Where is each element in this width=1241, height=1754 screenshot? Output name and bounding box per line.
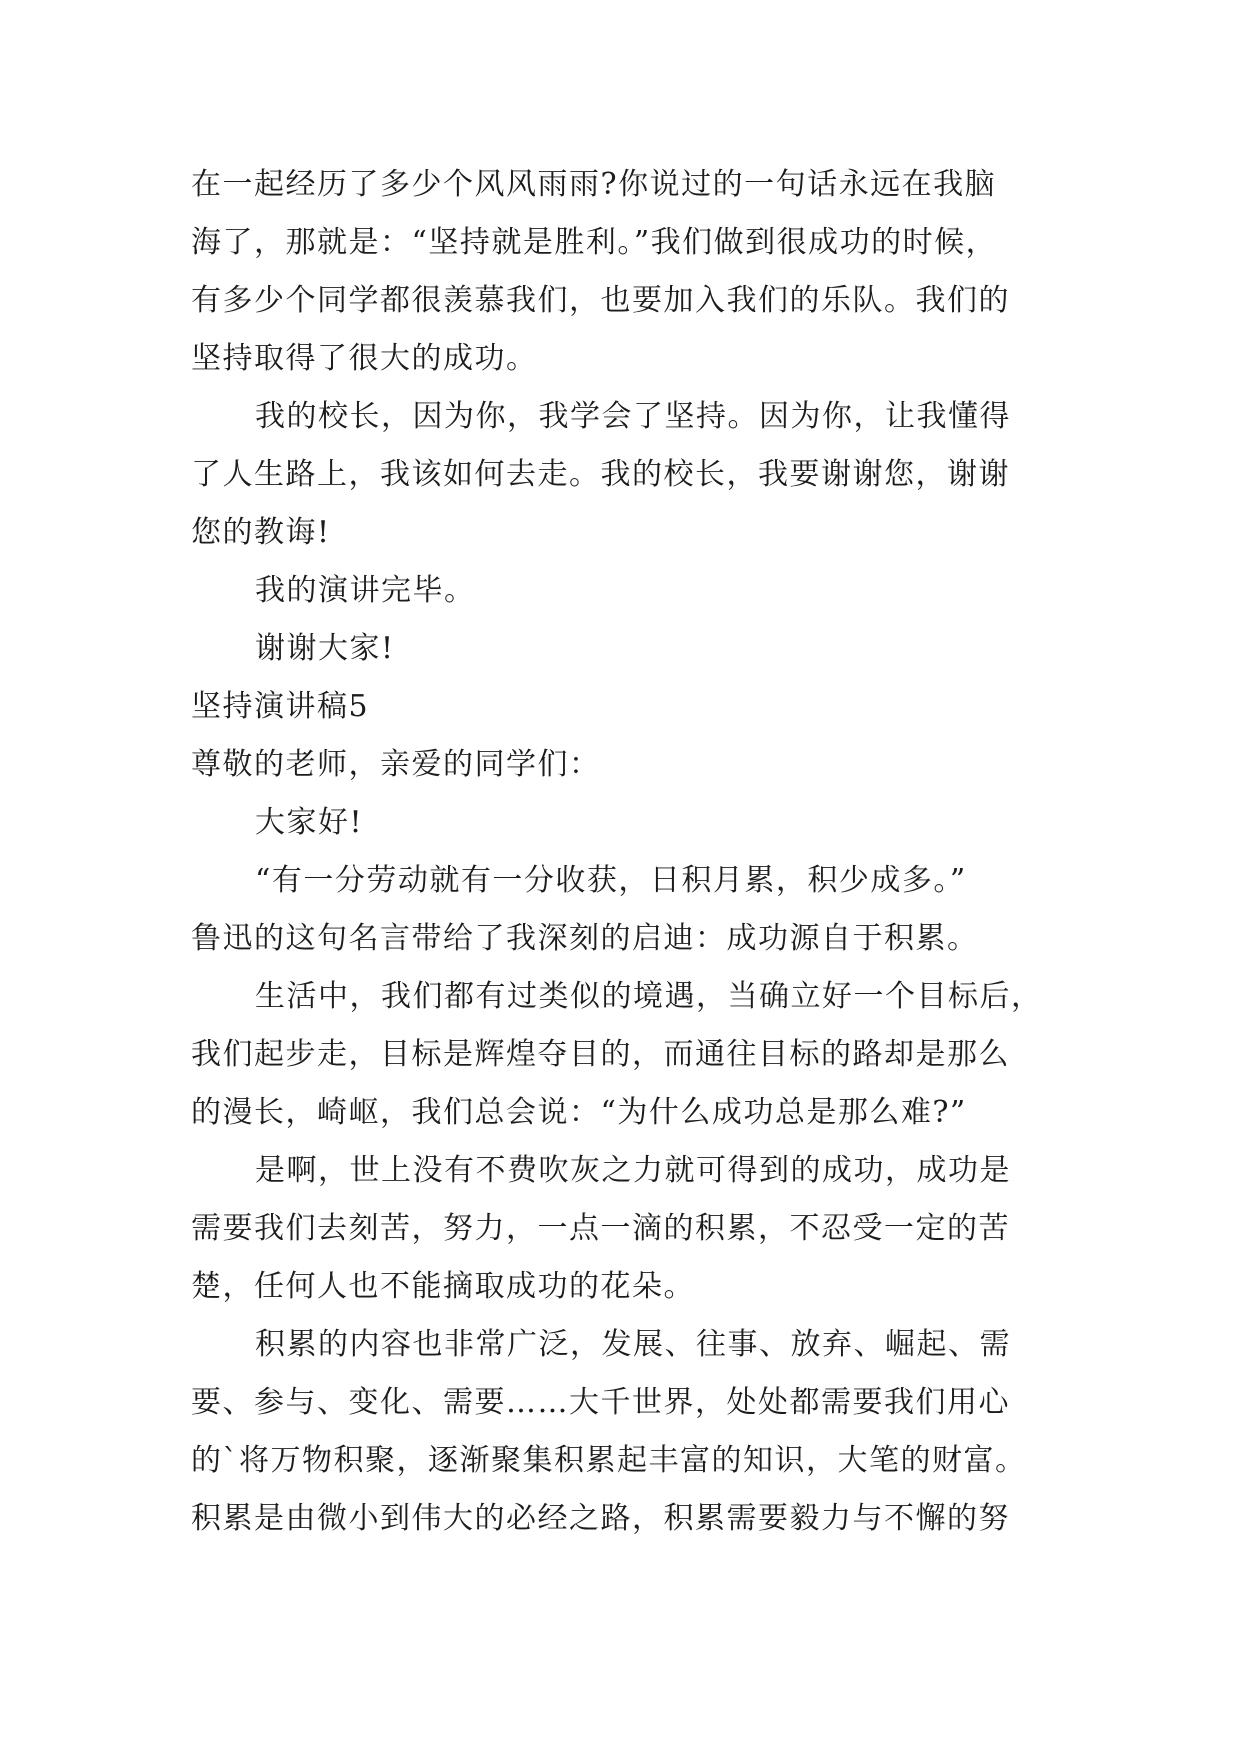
text-line-7: 您的教诲!	[191, 515, 331, 550]
text-line-13: “有一分劳动就有一分收获，日积月累，积少成多。”	[255, 863, 967, 898]
text-line-3: 有多少个同学都很羡慕我们，也要加入我们的乐队。我们的	[191, 283, 1010, 318]
text-line-16: 我们起步走，目标是辉煌夺目的，而通往目标的路却是那么	[191, 1037, 1010, 1072]
text-line-2: 海了，那就是：“坚持就是胜利。”我们做到很成功的时候，	[191, 225, 998, 260]
text-line-1: 在一起经历了多少个风风雨雨?你说过的一句话永远在我脑	[191, 167, 997, 202]
salutation: 尊敬的老师，亲爱的同学们：	[191, 747, 601, 782]
document-body	[191, 156, 1071, 1548]
section-title: 坚持演讲稿5	[191, 689, 370, 724]
text-line-20: 楚，任何人也不能摘取成功的花朵。	[191, 1269, 695, 1304]
text-line-21: 积累的内容也非常广泛，发展、往事、放弃、崛起、需	[255, 1327, 1011, 1362]
text-line-5: 我的校长，因为你，我学会了坚持。因为你，让我懂得	[255, 399, 1011, 434]
text-line-23: 的`将万物积聚，逐渐聚集积累起丰富的知识，大笔的财富。	[191, 1443, 1027, 1478]
text-line-9: 谢谢大家!	[255, 631, 395, 666]
text-line-24: 积累是由微小到伟大的必经之路，积累需要毅力与不懈的努	[191, 1501, 1010, 1536]
text-line-4: 坚持取得了很大的成功。	[191, 341, 538, 376]
text-line-22: 要、参与、变化、需要……大千世界，处处都需要我们用心	[191, 1385, 1010, 1420]
text-line-8: 我的演讲完毕。	[255, 573, 476, 608]
text-line-15: 生活中，我们都有过类似的境遇，当确立好一个目标后，	[255, 979, 1043, 1014]
text-line-18: 是啊，世上没有不费吹灰之力就可得到的成功，成功是	[255, 1153, 1011, 1188]
text-line-14: 鲁迅的这句名言带给了我深刻的启迪：成功源自于积累。	[191, 921, 979, 956]
text-line-6: 了人生路上，我该如何去走。我的校长，我要谢谢您，谢谢	[191, 457, 1010, 492]
greeting: 大家好!	[255, 805, 364, 840]
text-line-17: 的漫长，崎岖，我们总会说：“为什么成功总是那么难?”	[191, 1095, 967, 1130]
text-line-19: 需要我们去刻苦，努力，一点一滴的积累，不忍受一定的苦	[191, 1211, 1010, 1246]
